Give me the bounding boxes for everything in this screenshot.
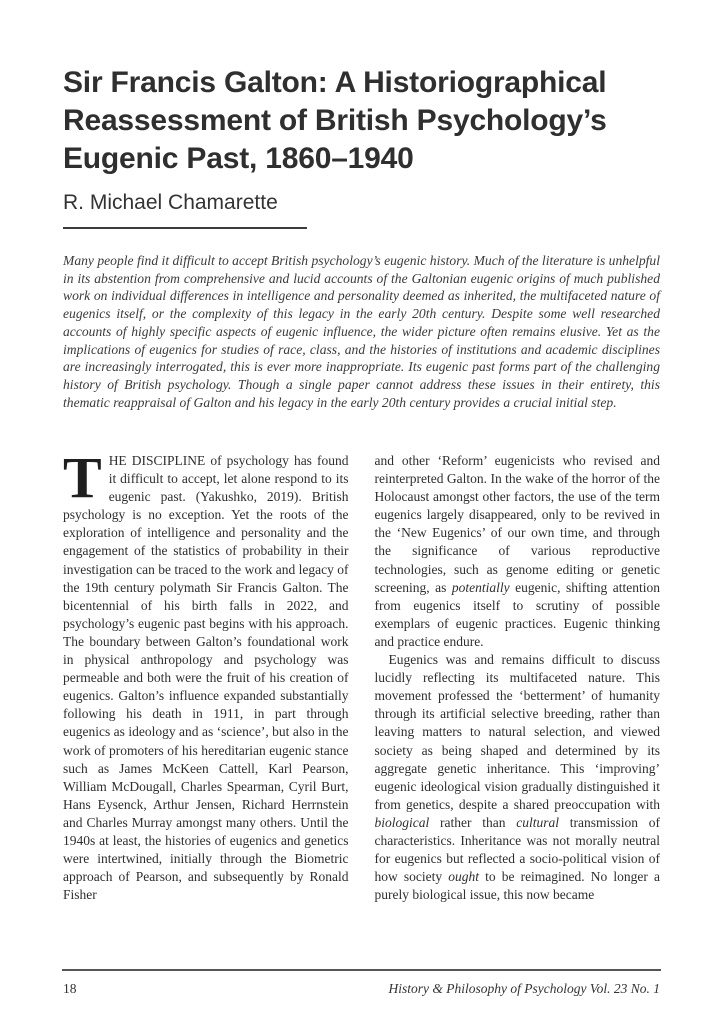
page-number: 18 bbox=[63, 981, 77, 996]
journal-citation: History & Philosophy of Psychology Vol. 23 No. 1 bbox=[388, 981, 660, 996]
opening-paragraph bbox=[63, 452, 349, 904]
abstract-text: Many people find it difficult to accept British psychology’s eugenic history. Much of the literature is unhelpful in its abstention from comprehensive and lucid accounts of the Galtonian eugenic origins of much published work on individual differences in intelligence and personality deemed as inherited, the multifaceted nature of eugenics itself, or the complexity of this legacy in the early 20th century. Despite some well researched accounts of highly specific aspects of eugenic influence, the wider picture often remains elusive. Yet as the implications of eugenics for studies of race, class, and the histories of institutions and academic disciplines are increasingly interrogated, this is ever more inappropriate. Its eugenic past forms part of the challenging history of British psychology. Though a single paper cannot address these issues in their entirety, this thematic reappraisal of Galton and his legacy in the early 20th century provides a crucial initial step. bbox=[63, 253, 660, 410]
article-title bbox=[63, 64, 663, 178]
column-left bbox=[63, 452, 349, 966]
paragraph-text: of psychology has found it difficult to accept, let alone respond to its eugenic past. (Yakushko, 2019). British psychology is no exception. Yet the roots of the exploration of intelligence and personality and the engagement of the statistics of probability in their investigation can be traced to the work and legacy of the 19th century polymath Sir Francis Galton. The bicentennial of his birth falls in 2022, and psychology’s eugenic past begins with his approach. The boundary between Galton’s foundational work in physical anthropology and psychology was permeable and both were the fruit of his creation of eugenics. Galton’s influence expanded substantially following his death in 1911, in part through eugenics as ideology and as ‘science’, but also in the work of promoters of his hereditarian eugenic stance such as James McKeen Cattell, Karl Pearson, William McDougall, Charles Spearman, Cyril Burt, Hans Eysenck, Arthur Jensen, Richard Herrnstein and Charles Murray amongst many others. Until the 1940s at least, the histories of eugenics and genetics were intertwined, initially through the Biometric approach of Pearson, and subsequently by Ronald Fisher bbox=[63, 453, 349, 903]
lead-caps: HE DISCIPLINE bbox=[108, 453, 206, 468]
paragraph-continuation: and other ‘Reform’ eugenicists who revised and reinterpreted Galton. In the wake of the horror of the Holocaust amongst other factors, the use of the term eugenics largely disappeared, only to be revived in the ‘New Eugenics’ of our own time, and through the significance of various reproductive technologies, such as genome editing or genetic screening, as potentially eugenic, shifting attention from eugenics itself to scrutiny of possible exemplars of eugenic practices. Eugenic thinking and practice endure. bbox=[374, 453, 660, 649]
second-paragraph: Eugenics was and remains difficult to discuss lucidly reflecting its multifaceted nature. This movement professed the ‘betterment’ of humanity through its artificial selective breeding, rather than leaving matters to natural selection, and viewed society as being shaped and determined by its aggregate genetic inheritance. This ‘improving’ eugenic ideological vision gradually distinguished it from genetics, despite a shared preoccupation with biological rather than cultural transmission of characteristics. Inheritance was not morally neutral for eugenics but reflected a socio-political vision of how society ought to be reimagined. No longer a purely biological issue, this now became bbox=[374, 652, 660, 903]
column-right bbox=[375, 452, 661, 966]
dropcap-letter: T bbox=[63, 452, 102, 510]
title-line-2: Reassessment of British Psychology’s bbox=[63, 104, 607, 137]
title-line-1: Sir Francis Galton: A Historiographical bbox=[63, 66, 607, 99]
author-name: R. Michael Chamarette bbox=[63, 191, 278, 214]
author-rule bbox=[63, 227, 307, 229]
page-footer bbox=[63, 980, 660, 997]
body-columns bbox=[63, 452, 660, 966]
footer-rule bbox=[62, 969, 661, 971]
title-line-3: Eugenic Past, 1860–1940 bbox=[63, 142, 414, 175]
